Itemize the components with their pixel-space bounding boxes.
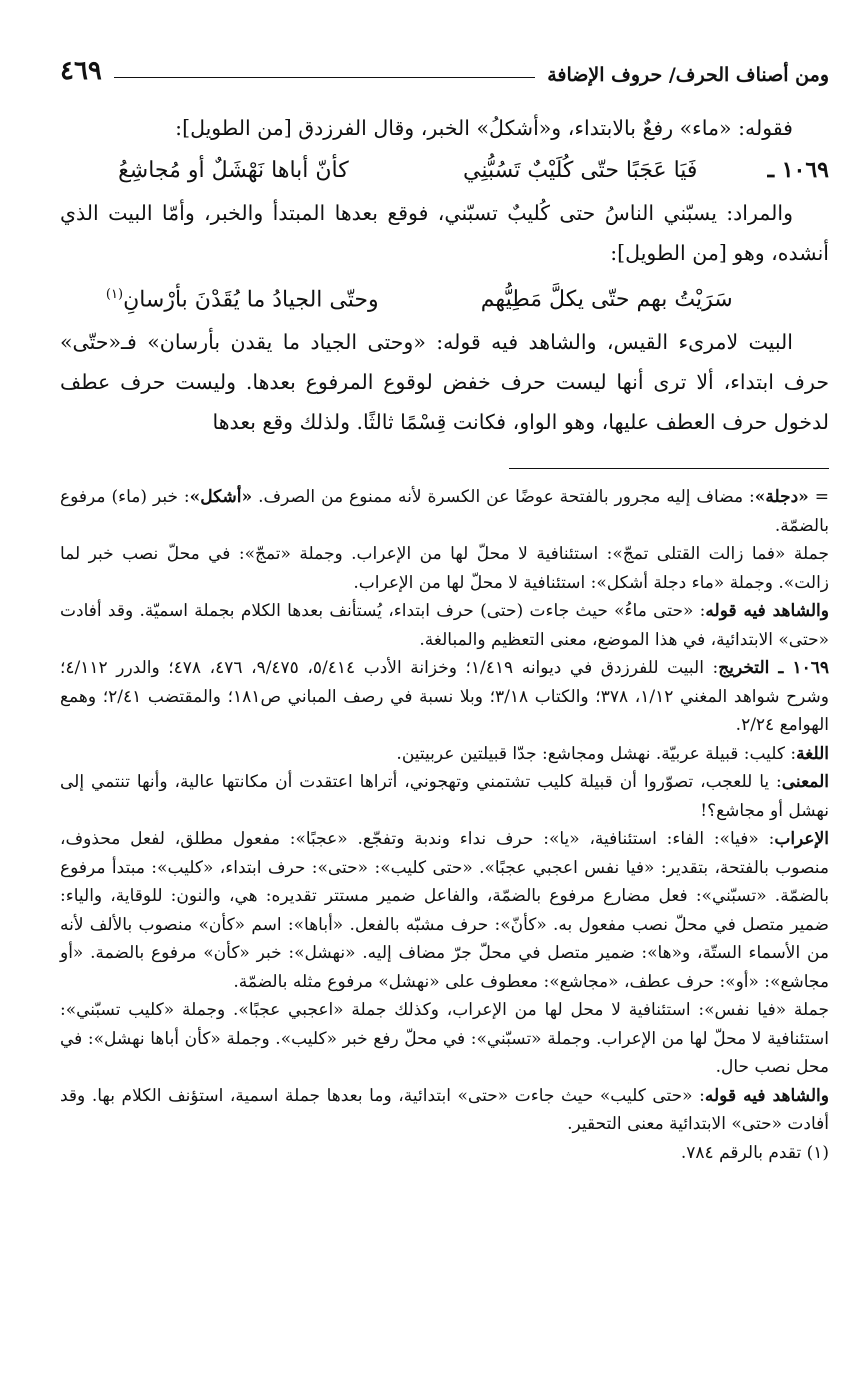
footnote-divider [509, 468, 829, 469]
footnote-jumal: جملة «فيا نفس»: استئنافية لا محل لها من الإعراب، وكذلك جملة «اعجبي عجبًا». وجملة «كليب تسبّني»: استئنافية لا محلّ لها من الإعراب. وجملة «تسبّني»: في محلّ رفع خبر «كليب». وجملة «كأن أباها نهشل»: في محل نصب حال. [60, 1000, 829, 1078]
verse-number: ١٠٦٩ ـ [767, 157, 829, 183]
heading-irab: الإعراب [774, 829, 829, 850]
text: : مضاف إليه مجرور بالفتحة عوضًا عن الكسرة لأنه ممنوع من الصرف. [252, 487, 755, 508]
heading-maana: المعنى [781, 772, 829, 793]
verse-hemistich-1: فَيَا عَجَبًا حتّى كُلَيْبٌ تَسُبُّنِي [463, 158, 698, 183]
footnote-1: (١) تقدم بالرقم ٧٨٤. [680, 1142, 829, 1163]
verse-1069 [60, 150, 829, 191]
footnote-irab [60, 825, 829, 996]
footnotes [60, 483, 829, 1167]
text: : كليب: قبيلة عربيّة. نهشل ومجاشع: جدّا قبيلتين عربيتين. [396, 743, 797, 764]
page-number: ٤٦٩ [60, 56, 102, 86]
verse-imru-al-qays [60, 275, 829, 320]
text: : البيت للفرزدق في ديوانه ١/٤١٩؛ وخزانة الأدب ٥/٤١٤، ٩/٤٧٥، ٤٧٦، ٤٧٨؛ والدرر ٤/١١٢؛ وشرح شواهد المغني ١/١٢، ٣٧٨؛ والكتاب ٣/١٨؛ وبلا نسبة في رصف المباني ص١٨١؛ والمقتضب ٢/٤١؛ وهمع الهوامع ٢/٢٤. [60, 658, 829, 736]
header-rule [114, 77, 535, 78]
text: : خبر (ماء) مرفوع بالضمّة. [60, 487, 829, 536]
verse-hemistich-1: سَرَيْتُ بهم حتّى يكلَّ مَطِيُّهم [480, 287, 733, 313]
heading-takhrij: ١٠٦٩ ـ التخريج [718, 658, 830, 679]
text: : يا للعجب، تصوّروا أن قبيلة كليب تشتمني وتهجوني، أتراها اعتقدت أن مكانتها عالية، وأنها تنتمي إلى نهشل أو مجاشع؟! [60, 772, 829, 821]
running-header [60, 40, 829, 86]
footnote-takhrij [60, 654, 829, 740]
term-dijla: «دجلة» [754, 487, 809, 508]
heading-lugha: اللغة [796, 743, 829, 764]
paragraph-1: فقوله: «ماء» رفعٌ بالابتداء، و«أشكلُ» الخبر، وقال الفرزدق [من الطويل]: [175, 116, 793, 140]
paragraph-2: والمراد: يسبّني الناسُ حتى كُليبٌ تسبّني، فوقع بعدها المبتدأ والخبر، وأمّا البيت الذي أنشده، وهو [من الطويل]: [60, 201, 829, 265]
verse-hemistich-2-text: وحتّى الجيادُ ما يُقَدْنَ بأرْسانِ [123, 287, 379, 313]
paragraph-3: البيت لامرىء القيس، والشاهد فيه قوله: «وحتى الجياد ما يقدن بأرسان» فـ«حتّى» حرف ابتداء، ألا ترى أنها ليست حرف خفض لوقوع المرفوع بعدها. وليست حرف عطف لدخول حرف العطف عليها، وهو الواو، فكانت قِسْمًا ثالثًا. ولذلك وقع بعدها [60, 330, 829, 435]
footnote-marker: (١) [105, 287, 124, 302]
verse-hemistich-2: كأنّ أباها نَهْشَلٌ أو مُجاشِعُ [118, 158, 349, 183]
text: : «فيا»: الفاء: استئنافية، «يا»: حرف نداء وندبة وتفجّع. «عجبًا»: مفعول مطلق، لفعل محذوف، منصوب بالفتحة، بتقدير: «فيا نفس اعجبي عجبًا». «حتى كليب»: «حتى»: حرف ابتداء، «كليب»: مبتدأ مرفوع بالضمّة. «تسبّني»: فعل مضارع مرفوع بالضمّة، والفاعل ضمير مستتر تقديره: هي، والنون: للوقاية، والياء: ضمير متصل في محلّ نصب مفعول به. «كأنّ»: حرف مشبّه بالفعل. «أباها»: اسم «كأن» منصوب بالألف لأنه من الأسماء الستّة، و«ها»: ضمير متصل في محلّ جرّ مضاف إليه. «نهشل»: خبر «كأن» مرفوع بالضمة. «أو مجاشع»: «أو»: حرف عطف، «مجاشع»: معطوف على «نهشل» مرفوع مثله بالضمّة. [60, 829, 829, 992]
footnote-continued [60, 483, 829, 540]
text: : «حتى كليب» حيث جاءت «حتى» ابتدائية، وما بعدها جملة اسمية، استؤنف الكلام بها. وقد أفادت «حتى» الابتدائية معنى التحقير. [60, 1085, 829, 1135]
continuation-mark: = [808, 487, 829, 508]
footnote-shahid-1 [60, 597, 829, 654]
footnote-maana [60, 768, 829, 825]
chapter-title: ومن أصناف الحرف/ حروف الإضافة [547, 64, 829, 86]
main-text [60, 108, 829, 442]
footnote-shahid-2 [60, 1082, 829, 1139]
heading-shahid: والشاهد فيه قوله [704, 1085, 829, 1106]
text: : «حتى ماءُ» حيث جاءت (حتى) حرف ابتداء، يُستأنف بعدها الكلام بجملة اسميّة. وقد أفادت «حتى» الابتدائية، في هذا الموضع، معنى التعظيم والمبالغة. [60, 601, 829, 650]
footnote-lugha [60, 740, 829, 769]
term-ashkal: «أشكل» [189, 487, 253, 508]
footnote-sentences: جملة «فما زالت القتلى تمجّ»: استئنافية لا محلّ لها من الإعراب. وجملة «تمجّ»: في محلّ نصب خبر لما زالت». وجملة «ماء دجلة أشكل»: استئنافية لا محلّ لها من الإعراب. [60, 544, 829, 593]
heading-shahid: والشاهد فيه قوله [705, 601, 829, 622]
verse-hemistich-2 [60, 275, 425, 320]
